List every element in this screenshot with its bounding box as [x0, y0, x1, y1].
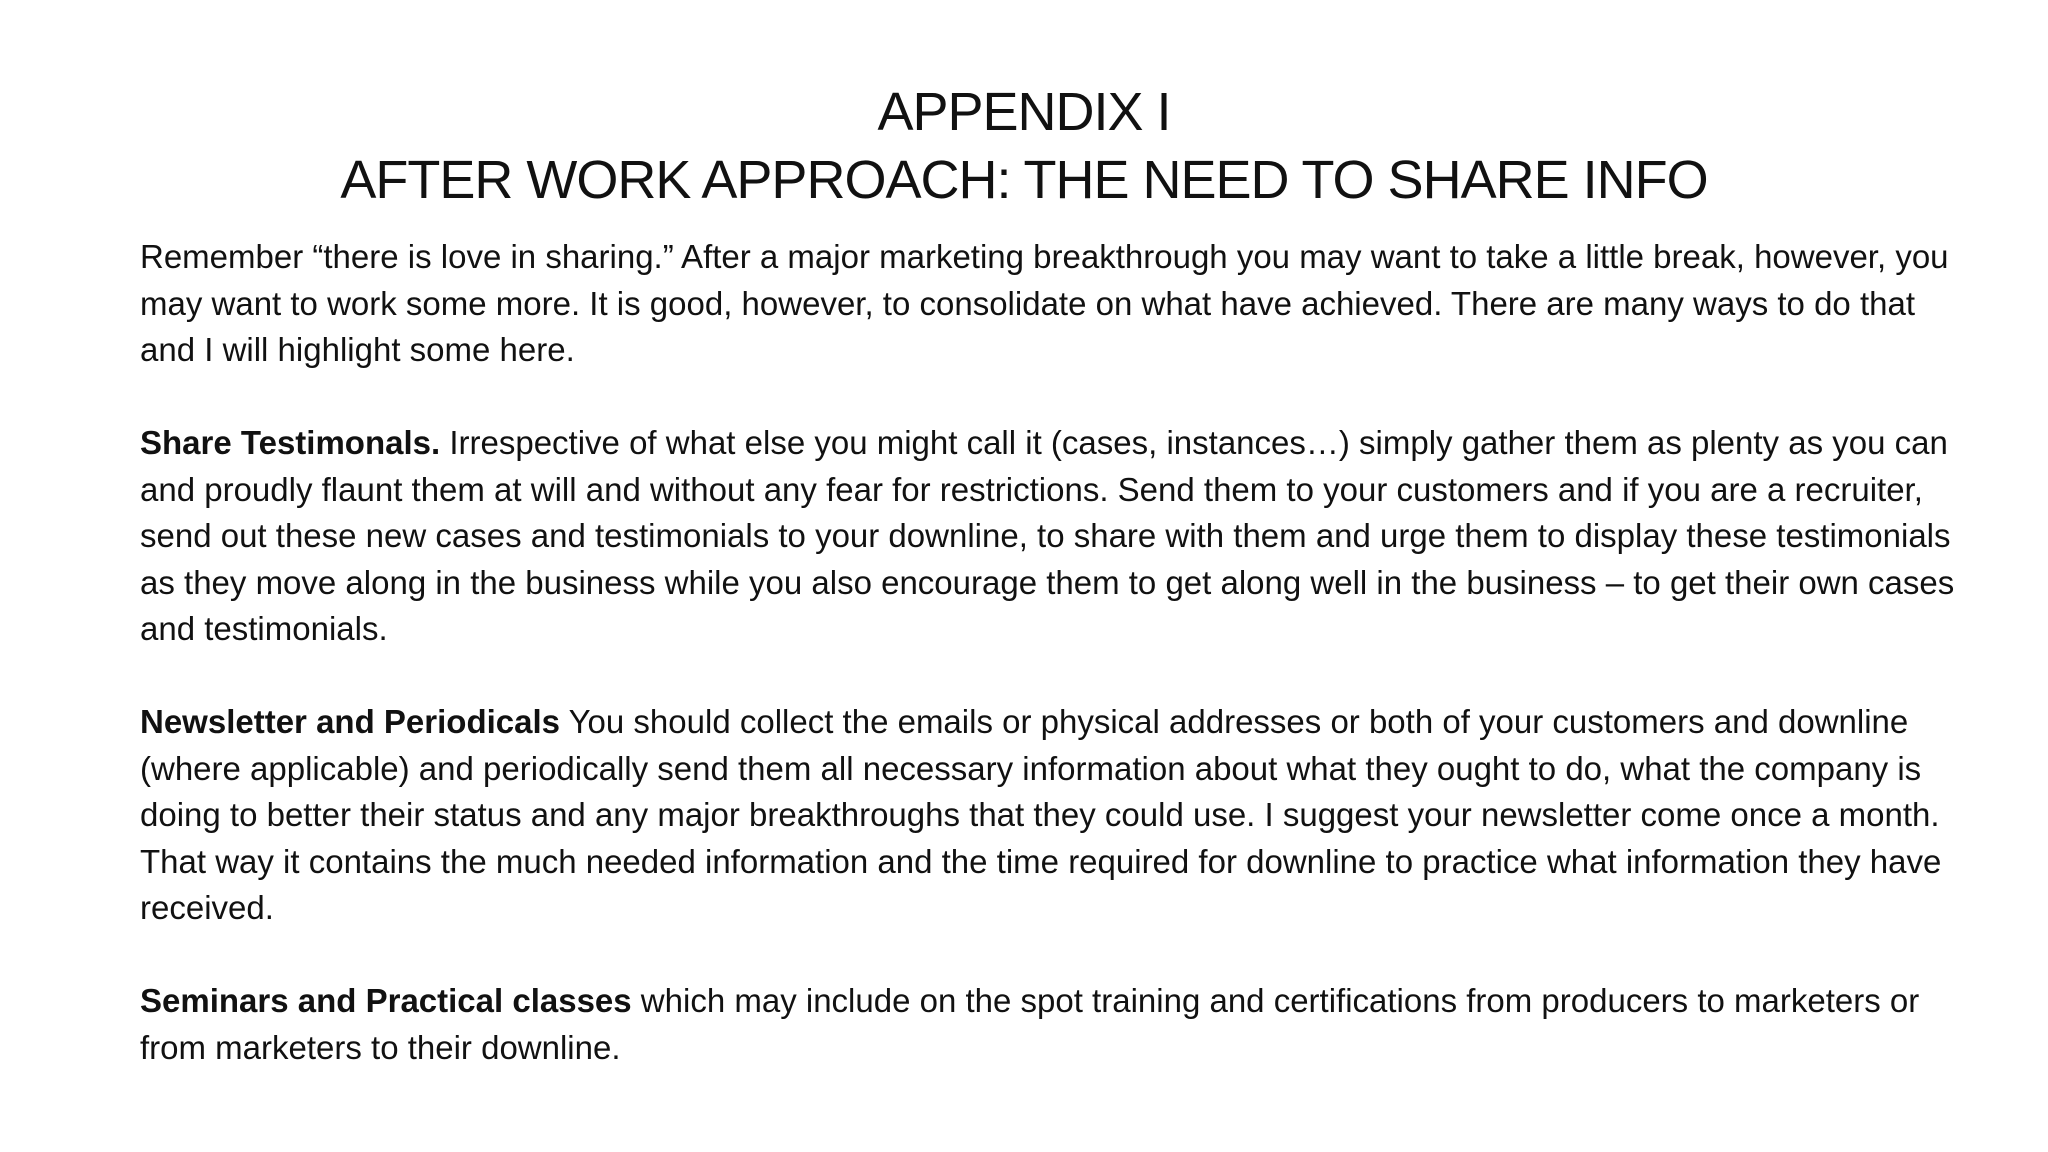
title-line-heading: AFTER WORK APPROACH: THE NEED TO SHARE INFO: [340, 150, 1708, 210]
section-lead: Seminars and Practical classes: [140, 982, 632, 1019]
section-share-testimonials: [140, 420, 1970, 653]
section-seminars: [140, 978, 1970, 1071]
section-text: You should collect the emails or physical addresses or both of your customers and downline (where applicable) and periodically send them all necessary information about what they ought to do, what the company is doing to better their status and any major breakthroughs that they could use. I suggest your newsletter come once a month. That way it contains the much needed information and the time required for downline to practice what information they have received.: [140, 703, 1942, 926]
section-newsletter: [140, 699, 1970, 932]
slide-title: [0, 78, 2048, 214]
section-text: which may include on the spot training and certifications from producers to marketers or from marketers to their downline.: [140, 982, 1920, 1066]
section-lead: Newsletter and Periodicals: [140, 703, 560, 740]
section-text: Irrespective of what else you might call it (cases, instances…) simply gather them as plenty as you can and proudly flaunt them at will and without any fear for restrictions. Send them to your customers and if you are a recruiter, send out these new cases and testimonials to your downline, to share with them and urge them to display these testimonials as they move along in the business while you also encourage them to get along well in the business – to get their own cases and testimonials.: [140, 424, 1955, 647]
slide-body: [140, 234, 1970, 1071]
intro-paragraph: Remember “there is love in sharing.” After a major marketing breakthrough you may want to take a little break, however, you may want to work some more. It is good, however, to consolidate on what have achieved. There are many ways to do that and I will highlight some here.: [140, 238, 1949, 368]
title-line-appendix: APPENDIX I: [877, 82, 1171, 142]
section-lead: Share Testimonals.: [140, 424, 441, 461]
